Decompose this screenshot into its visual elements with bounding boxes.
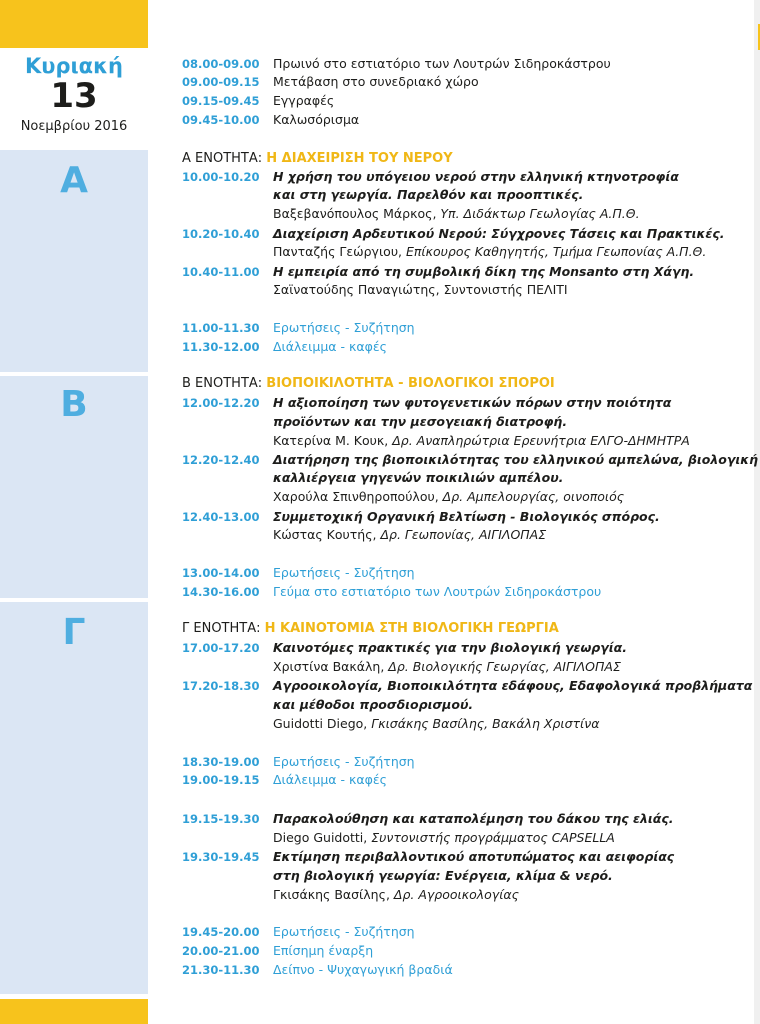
talk-role: Δρ. Βιολογικής Γεωργίας, ΑΙΓΙΛΟΠΑΣ [384, 659, 621, 674]
opening-time: 08.00-09.00 [182, 57, 260, 71]
talk-role: Δρ. Αμπελουργίας, οινοποιός [438, 489, 625, 504]
talk-time: 12.20-12.40 [182, 453, 260, 467]
break-text: Δείπνο - Ψυχαγωγική βραδιά [273, 962, 453, 977]
talk-title: Συμμετοχική Οργανική Βελτίωση - Βιολογικός σπόρος. [273, 509, 660, 524]
section-b-letter: Β [60, 384, 88, 425]
section-b-title: ΒΙΟΠΟΙΚΙΛΟΤΗΤΑ - ΒΙΟΛΟΓΙΚΟΙ ΣΠΟΡΟΙ [266, 376, 555, 391]
section-a-title: Η ΔΙΑΧΕΙΡΙΣΗ ΤΟΥ ΝΕΡΟΥ [266, 151, 453, 166]
break-time: 18.30-19.00 [182, 755, 260, 769]
talk-title-cont: καλλιέργεια γηγενών ποικιλιών αμπέλου. [273, 470, 564, 485]
talk-time: 10.40-11.00 [182, 265, 260, 279]
talk-speaker-line [273, 887, 519, 903]
talk-speaker: Κατερίνα Μ. Κουκ, [273, 433, 389, 448]
opening-text: Καλωσόρισμα [273, 112, 360, 127]
section-a-label: Α ΕΝΟΤΗΤΑ: [182, 151, 263, 166]
footer-yellow-bar [0, 999, 148, 1024]
talk-speaker: Σαϊνατούδης Παναγιώτης, Συντονιστής ΠΕΛΙΤΙ [273, 282, 568, 297]
section-a-letter: Α [60, 160, 88, 201]
section-c-heading [182, 621, 559, 637]
talk-speaker: Χριστίνα Βακάλη, [273, 659, 385, 674]
opening-text: Μετάβαση στο συνεδριακό χώρο [273, 74, 479, 89]
talk-speaker-line [273, 659, 621, 675]
talk-time: 19.30-19.45 [182, 850, 260, 864]
talk-time: 10.20-10.40 [182, 227, 260, 241]
talk-speaker-line [273, 716, 599, 732]
talk-time: 12.00-12.20 [182, 396, 260, 410]
section-c-letter: Γ [62, 612, 86, 653]
talk-time: 17.20-18.30 [182, 679, 260, 693]
break-time: 21.30-11.30 [182, 963, 260, 977]
talk-role: Συντονιστής προγράμματος CAPSELLA [367, 830, 615, 845]
talk-title-cont: στη βιολογική γεωργία: Ενέργεια, κλίμα & νερό. [273, 868, 613, 883]
talk-role: Δρ. Αγροοικολογίας [389, 887, 519, 902]
break-time: 11.00-11.30 [182, 321, 260, 335]
talk-title: Καινοτόμες πρακτικές για την βιολογική γεωργία. [273, 640, 627, 655]
break-text: Ερωτήσεις - Συζήτηση [273, 565, 415, 580]
talk-speaker: Κώστας Κουτής, [273, 527, 377, 542]
break-time: 13.00-14.00 [182, 566, 260, 580]
talk-role: Δρ. Γεωπονίας, ΑΙΓΙΛΟΠΑΣ [376, 527, 547, 542]
break-text: Γεύμα στο εστιατόριο των Λουτρών Σιδηροκάστρου [273, 584, 602, 599]
talk-title-cont: προϊόντων και την μεσογειακή διατροφή. [273, 414, 568, 429]
break-text: Ερωτήσεις - Συζήτηση [273, 320, 415, 335]
talk-role: Γκισάκης Βασίλης, Βακάλη Χριστίνα [367, 716, 600, 731]
talk-speaker-line [273, 206, 640, 222]
opening-time: 09.45-10.00 [182, 113, 260, 127]
section-c-title: Η ΚΑΙΝΟΤΟΜΙΑ ΣΤΗ ΒΙΟΛΟΓΙΚΗ ΓΕΩΡΓΙΑ [264, 621, 559, 636]
day-name: Κυριακή [25, 54, 123, 78]
break-time: 11.30-12.00 [182, 340, 260, 354]
talk-title: Αγροοικολογία, Βιοποικιλότητα εδάφους, Εδαφολογικά προβλήματα [273, 678, 753, 693]
talk-speaker-line [273, 489, 624, 505]
break-text: Επίσημη έναρξη [273, 943, 374, 958]
section-a-heading [182, 151, 453, 167]
talk-title: Παρακολούθηση και καταπολέμηση του δάκου της ελιάς. [273, 811, 674, 826]
day-number: 13 [50, 76, 98, 116]
talk-speaker-line [273, 244, 706, 260]
talk-speaker: Guidotti Diego, [273, 716, 368, 731]
talk-speaker-line [273, 527, 546, 543]
right-edge-strip [754, 0, 760, 1024]
talk-speaker-line [273, 830, 615, 846]
talk-speaker-line [273, 433, 690, 449]
talk-speaker: Χαρούλα Σπινθηροπούλου, [273, 489, 439, 504]
talk-role: Υπ. Διδάκτωρ Γεωλογίας Α.Π.Θ. [436, 206, 640, 221]
opening-text: Πρωινό στο εστιατόριο των Λουτρών Σιδηροκάστρου [273, 56, 611, 71]
talk-time: 12.40-13.00 [182, 510, 260, 524]
talk-title: Εκτίμηση περιβαλλοντικού αποτυπώματος και αειφορίας [273, 849, 675, 864]
talk-title: Η χρήση του υπόγειου νερού στην ελληνική κτηνοτροφία [273, 169, 679, 184]
break-text: Ερωτήσεις - Συζήτηση [273, 924, 415, 939]
talk-role: Επίκουρος Καθηγητής, Τμήμα Γεωπονίας Α.Π.Θ. [402, 244, 707, 259]
section-b-label: Β ΕΝΟΤΗΤΑ: [182, 376, 263, 391]
break-time: 14.30-16.00 [182, 585, 260, 599]
talk-time: 17.00-17.20 [182, 641, 260, 655]
talk-title: Η αξιοποίηση των φυτογενετικών πόρων στην ποιότητα [273, 395, 672, 410]
talk-speaker: Γκισάκης Βασίλης, [273, 887, 390, 902]
day-month-year: Νοεμβρίου 2016 [20, 119, 128, 134]
break-text: Διάλειμμα - καφές [273, 772, 387, 787]
talk-title: Η εμπειρία από τη συμβολική δίκη της Monsanto στη Χάγη. [273, 264, 695, 279]
break-time: 20.00-21.00 [182, 944, 260, 958]
talk-time: 10.00-10.20 [182, 170, 260, 184]
section-c-bar [0, 602, 148, 994]
talk-title-cont: και στη γεωργία. Παρελθόν και προοπτικές. [273, 187, 584, 202]
opening-text: Εγγραφές [273, 93, 335, 108]
talk-speaker: Diego Guidotti, [273, 830, 368, 845]
break-time: 19.45-20.00 [182, 925, 260, 939]
talk-speaker: Πανταζής Γεώργιου, [273, 244, 403, 259]
talk-role: Δρ. Αναπληρώτρια Ερευνήτρια ΕΛΓΟ-ΔΗΜΗΤΡΑ [388, 433, 690, 448]
opening-time: 09.15-09.45 [182, 94, 260, 108]
talk-time: 19.15-19.30 [182, 812, 260, 826]
break-text: Ερωτήσεις - Συζήτηση [273, 754, 415, 769]
talk-title-cont: και μέθοδοι προσδιορισμού. [273, 697, 474, 712]
talk-speaker: Βαξεβανόπουλος Μάρκος, [273, 206, 437, 221]
section-c-label: Γ ΕΝΟΤΗΤΑ: [182, 621, 261, 636]
talk-title: Διαχείριση Αρδευτικού Νερού: Σύγχρονες Τάσεις και Πρακτικές. [273, 226, 725, 241]
section-b-heading [182, 376, 555, 392]
opening-time: 09.00-09.15 [182, 75, 260, 89]
break-time: 19.00-19.15 [182, 773, 260, 787]
header-yellow-bar [0, 0, 148, 48]
break-text: Διάλειμμα - καφές [273, 339, 387, 354]
talk-title: Διατήρηση της βιοποικιλότητας του ελληνικού αμπελώνα, βιολογική [273, 452, 759, 467]
